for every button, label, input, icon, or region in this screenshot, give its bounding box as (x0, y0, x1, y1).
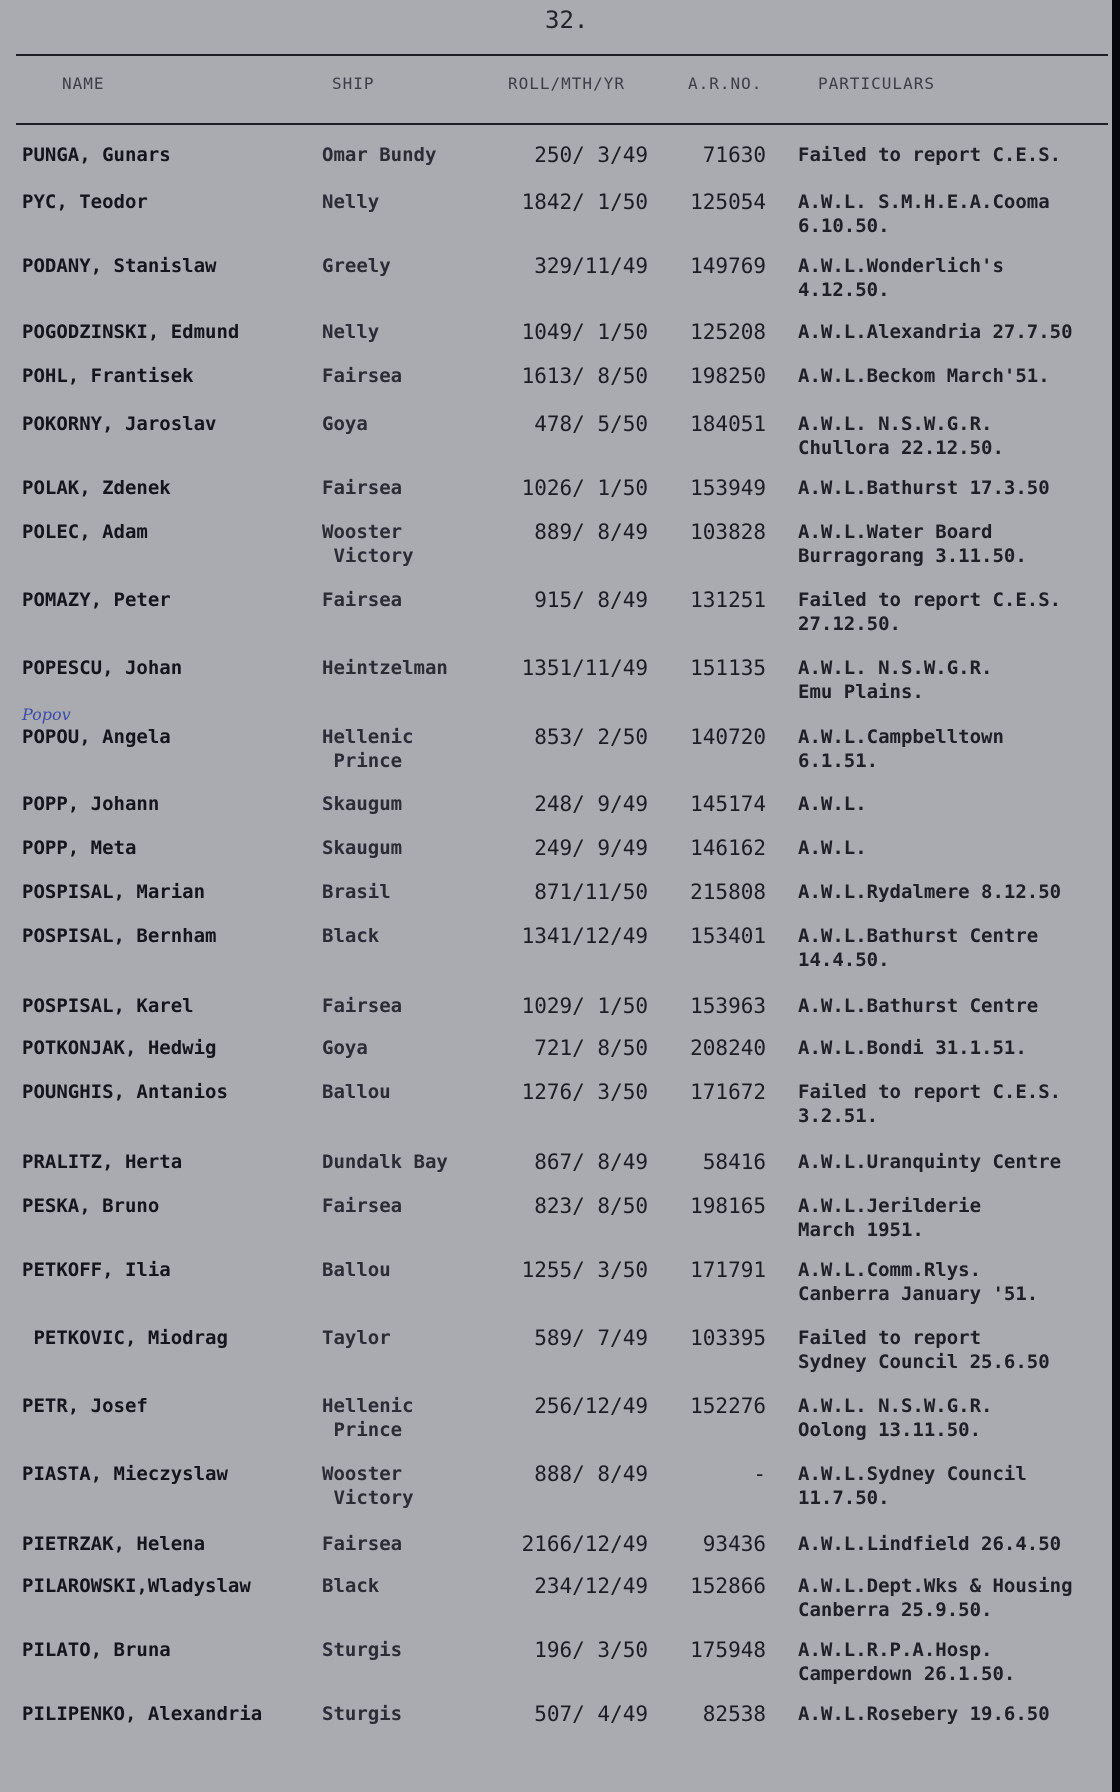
row-ar-number: 149769 (690, 254, 766, 278)
header-rule-top (16, 54, 1108, 56)
table-row (0, 1258, 1112, 1318)
row-name: PYC, Teodor (22, 191, 148, 213)
row-ship: Fairsea (322, 995, 403, 1017)
row-ar-number: 131251 (690, 588, 766, 612)
row-ship: Black (322, 1575, 380, 1597)
row-ar-number: 184051 (690, 412, 766, 436)
table-row (0, 1080, 1112, 1140)
row-roll-month-year: 888/ 8/49 (534, 1462, 648, 1486)
page-number: 32. (545, 6, 589, 34)
row-name: PESKA, Bruno (22, 1195, 160, 1217)
row-name: PILIPENKO, Alexandria (22, 1703, 263, 1725)
row-ar-number: 103828 (690, 520, 766, 544)
table-row (0, 588, 1112, 648)
row-particulars: A.W.L.Wonderlich's 4.12.50. (798, 255, 1004, 301)
row-ship: Goya (322, 1037, 368, 1059)
row-ship: Goya (322, 413, 368, 435)
row-particulars: Failed to report C.E.S. (798, 144, 1062, 166)
row-ship: Sturgis (322, 1703, 403, 1725)
row-ship: Wooster Victory (322, 1463, 414, 1509)
row-ship: Fairsea (322, 589, 403, 611)
row-ar-number: 152276 (690, 1394, 766, 1418)
row-particulars: A.W.L.Dept.Wks & Housing Canberra 25.9.50. (798, 1575, 1073, 1621)
row-ship: Skaugum (322, 793, 403, 815)
row-name: PILATO, Bruna (22, 1639, 171, 1661)
row-particulars: A.W.L.Rydalmere 8.12.50 (798, 881, 1062, 903)
row-particulars: A.W.L.Jerilderie March 1951. (798, 1195, 982, 1241)
row-ar-number: 125208 (690, 320, 766, 344)
row-name: POSPISAL, Karel (22, 995, 194, 1017)
row-roll-month-year: 1613/ 8/50 (521, 364, 648, 388)
row-ar-number: 103395 (690, 1326, 766, 1350)
row-ar-number: 171672 (690, 1080, 766, 1104)
row-ship: Omar Bundy (322, 144, 437, 166)
row-ar-number: 93436 (702, 1532, 766, 1556)
row-name: POSPISAL, Marian (22, 881, 206, 903)
row-particulars: A.W.L.Bathurst 17.3.50 (798, 477, 1050, 499)
row-particulars: A.W.L. N.S.W.G.R. Chullora 22.12.50. (798, 413, 1004, 459)
row-ship: Black (322, 925, 380, 947)
row-ship: Fairsea (322, 1195, 403, 1217)
row-ar-number: 171791 (690, 1258, 766, 1282)
row-particulars: A.W.L.R.P.A.Hosp. Camperdown 26.1.50. (798, 1639, 1016, 1685)
row-ship: Nelly (322, 321, 380, 343)
row-particulars: A.W.L.Water Board Burragorang 3.11.50. (798, 521, 1027, 567)
row-ship: Hellenic Prince (322, 1395, 414, 1441)
table-row (0, 1394, 1112, 1454)
row-name: POMAZY, Peter (22, 589, 171, 611)
table-row (0, 656, 1112, 716)
row-roll-month-year: 249/ 9/49 (534, 836, 648, 860)
table-row (0, 1326, 1112, 1386)
table-row (0, 520, 1112, 580)
row-ship: Sturgis (322, 1639, 403, 1661)
row-ar-number: - (753, 1462, 766, 1486)
table-row (0, 412, 1112, 472)
table-row (0, 190, 1112, 250)
row-ar-number: 153949 (690, 476, 766, 500)
row-particulars: A.W.L.Lindfield 26.4.50 (798, 1533, 1062, 1555)
row-particulars: A.W.L.Alexandria 27.7.50 (798, 321, 1073, 343)
header-rule-bottom (16, 123, 1108, 125)
row-roll-month-year: 721/ 8/50 (534, 1036, 648, 1060)
row-name: PODANY, Stanislaw (22, 255, 217, 277)
row-ar-number: 198250 (690, 364, 766, 388)
row-particulars: A.W.L. (798, 793, 867, 815)
row-roll-month-year: 2166/12/49 (521, 1532, 648, 1556)
row-name: POLEC, Adam (22, 521, 148, 543)
column-header-particulars: PARTICULARS (818, 74, 935, 93)
row-ship: Ballou (322, 1259, 391, 1281)
row-roll-month-year: 853/ 2/50 (534, 725, 648, 749)
row-name: POKORNY, Jaroslav (22, 413, 217, 435)
table-row (0, 725, 1112, 785)
row-particulars: A.W.L. (798, 837, 867, 859)
row-name: PETR, Josef (22, 1395, 148, 1417)
table-row (0, 1574, 1112, 1634)
row-roll-month-year: 867/ 8/49 (534, 1150, 648, 1174)
table-row (0, 1702, 1112, 1762)
row-particulars: Failed to report C.E.S. 27.12.50. (798, 589, 1062, 635)
row-name: PUNGA, Gunars (22, 144, 171, 166)
table-row (0, 924, 1112, 984)
table-row (0, 1194, 1112, 1254)
row-ship: Hellenic Prince (322, 726, 414, 772)
row-ship: Fairsea (322, 477, 403, 499)
row-roll-month-year: 234/12/49 (534, 1574, 648, 1598)
row-name: PETKOVIC, Miodrag (22, 1327, 228, 1349)
row-ar-number: 151135 (690, 656, 766, 680)
row-roll-month-year: 256/12/49 (534, 1394, 648, 1418)
row-ar-number: 153401 (690, 924, 766, 948)
table-row (0, 1638, 1112, 1698)
row-ar-number: 146162 (690, 836, 766, 860)
row-name: POSPISAL, Bernham (22, 925, 217, 947)
row-particulars: A.W.L. N.S.W.G.R. Oolong 13.11.50. (798, 1395, 993, 1441)
row-name: POTKONJAK, Hedwig (22, 1037, 217, 1059)
row-roll-month-year: 915/ 8/49 (534, 588, 648, 612)
table-row (0, 254, 1112, 314)
row-roll-month-year: 248/ 9/49 (534, 792, 648, 816)
row-ar-number: 208240 (690, 1036, 766, 1060)
row-ar-number: 71630 (702, 143, 766, 167)
row-particulars: A.W.L. S.M.H.E.A.Cooma 6.10.50. (798, 191, 1050, 237)
table-row (0, 1462, 1112, 1522)
row-name: PETKOFF, Ilia (22, 1259, 171, 1281)
row-particulars: Failed to report Sydney Council 25.6.50 (798, 1327, 1050, 1373)
row-name: POUNGHIS, Antanios (22, 1081, 228, 1103)
row-ship: Greely (322, 255, 391, 277)
row-name: POLAK, Zdenek (22, 477, 171, 499)
column-header-ar-number: A.R.NO. (688, 74, 763, 93)
row-particulars: A.W.L.Comm.Rlys. Canberra January '51. (798, 1259, 1039, 1305)
row-ar-number: 215808 (690, 880, 766, 904)
row-ship: Nelly (322, 191, 380, 213)
row-name: POPESCU, Johan (22, 657, 183, 679)
row-roll-month-year: 1276/ 3/50 (521, 1080, 648, 1104)
row-name: POPOU, Angela (22, 726, 171, 748)
row-ar-number: 198165 (690, 1194, 766, 1218)
row-roll-month-year: 889/ 8/49 (534, 520, 648, 544)
row-particulars: A.W.L. N.S.W.G.R. Emu Plains. (798, 657, 993, 703)
column-header-roll: ROLL/MTH/YR (508, 74, 625, 93)
row-name: PIASTA, Mieczyslaw (22, 1463, 228, 1485)
row-ship: Fairsea (322, 1533, 403, 1555)
row-ar-number: 152866 (690, 1574, 766, 1598)
row-name: PIETRZAK, Helena (22, 1533, 206, 1555)
column-header-row (0, 74, 1112, 98)
row-ar-number: 125054 (690, 190, 766, 214)
row-particulars: A.W.L.Bondi 31.1.51. (798, 1037, 1027, 1059)
handwritten-annotation: Popov (22, 705, 71, 724)
row-ship: Heintzelman (322, 657, 448, 679)
row-ship: Wooster Victory (322, 521, 414, 567)
row-ship: Fairsea (322, 365, 403, 387)
row-roll-month-year: 1026/ 1/50 (521, 476, 648, 500)
row-particulars: A.W.L.Rosebery 19.6.50 (798, 1703, 1050, 1725)
row-roll-month-year: 1842/ 1/50 (521, 190, 648, 214)
row-particulars: A.W.L.Uranquinty Centre (798, 1151, 1062, 1173)
row-name: PRALITZ, Herta (22, 1151, 183, 1173)
row-particulars: A.W.L.Sydney Council 11.7.50. (798, 1463, 1027, 1509)
row-ship: Ballou (322, 1081, 391, 1103)
row-ar-number: 140720 (690, 725, 766, 749)
row-roll-month-year: 1029/ 1/50 (521, 994, 648, 1018)
row-particulars: A.W.L.Campbelltown 6.1.51. (798, 726, 1004, 772)
row-ship: Brasil (322, 881, 391, 903)
row-ar-number: 58416 (702, 1150, 766, 1174)
row-name: POPP, Johann (22, 793, 160, 815)
row-roll-month-year: 1341/12/49 (521, 924, 648, 948)
row-name: POGODZINSKI, Edmund (22, 321, 240, 343)
column-header-ship: SHIP (332, 74, 375, 93)
row-roll-month-year: 1049/ 1/50 (521, 320, 648, 344)
row-particulars: A.W.L.Beckom March'51. (798, 365, 1050, 387)
row-roll-month-year: 1255/ 3/50 (521, 1258, 648, 1282)
row-ar-number: 82538 (702, 1702, 766, 1726)
row-name: POPP, Meta (22, 837, 137, 859)
column-header-name: NAME (62, 74, 105, 93)
row-ar-number: 145174 (690, 792, 766, 816)
row-name: POHL, Frantisek (22, 365, 194, 387)
row-ar-number: 175948 (690, 1638, 766, 1662)
row-particulars: Failed to report C.E.S. 3.2.51. (798, 1081, 1062, 1127)
row-roll-month-year: 589/ 7/49 (534, 1326, 648, 1350)
row-ar-number: 153963 (690, 994, 766, 1018)
row-roll-month-year: 823/ 8/50 (534, 1194, 648, 1218)
row-ship: Skaugum (322, 837, 403, 859)
row-roll-month-year: 329/11/49 (534, 254, 648, 278)
row-roll-month-year: 507/ 4/49 (534, 1702, 648, 1726)
row-roll-month-year: 478/ 5/50 (534, 412, 648, 436)
row-roll-month-year: 196/ 3/50 (534, 1638, 648, 1662)
row-ship: Taylor (322, 1327, 391, 1349)
row-roll-month-year: 1351/11/49 (521, 656, 648, 680)
row-ship: Dundalk Bay (322, 1151, 448, 1173)
row-roll-month-year: 871/11/50 (534, 880, 648, 904)
row-roll-month-year: 250/ 3/49 (534, 143, 648, 167)
row-particulars: A.W.L.Bathurst Centre (798, 995, 1039, 1017)
row-particulars: A.W.L.Bathurst Centre 14.4.50. (798, 925, 1039, 971)
row-name: PILAROWSKI,Wladyslaw (22, 1575, 251, 1597)
